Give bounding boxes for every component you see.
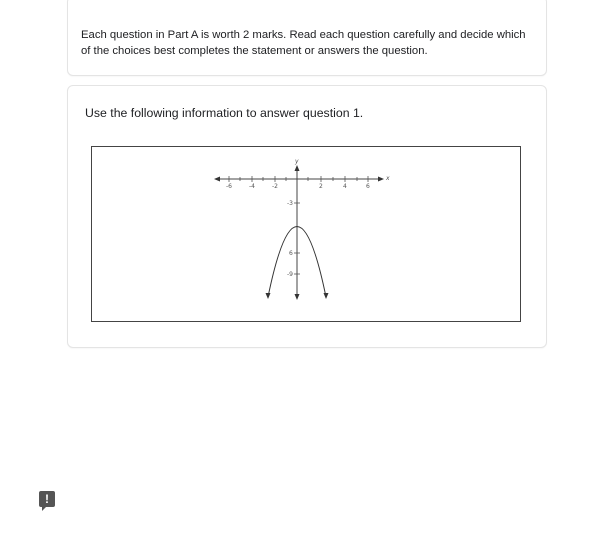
curve-right-arrow (324, 293, 329, 299)
y-axis-label: y (295, 158, 299, 165)
intro-card (67, 0, 547, 76)
y-tick-label: 6 (289, 250, 293, 257)
y-tick-label: -9 (287, 271, 293, 278)
x-axis-right-arrow (378, 177, 384, 182)
x-axis-left-arrow (214, 177, 220, 182)
curve-left-arrow (266, 293, 271, 299)
y-tick-label: -3 (287, 200, 293, 207)
report-problem-icon[interactable]: ! (39, 491, 55, 507)
x-tick-label: -4 (249, 183, 255, 190)
x-tick-label: -2 (272, 183, 278, 190)
y-axis-down-arrow (295, 294, 300, 300)
x-axis-label: x (386, 175, 390, 182)
part-a-instructions: Each question in Part A is worth 2 marks. Read each question carefully and decide which of the choices best completes the statement or answers the question. (81, 29, 526, 57)
question-card (67, 85, 547, 348)
question-prompt: Use the following information to answer question 1. (85, 106, 364, 120)
x-tick-label: 2 (319, 183, 323, 190)
graph-figure (91, 146, 521, 322)
x-tick-label: -6 (226, 183, 232, 190)
x-tick-label: 4 (343, 183, 347, 190)
y-axis-up-arrow (295, 165, 300, 171)
parabola-graph (92, 147, 522, 323)
x-tick-label: 6 (366, 183, 370, 190)
